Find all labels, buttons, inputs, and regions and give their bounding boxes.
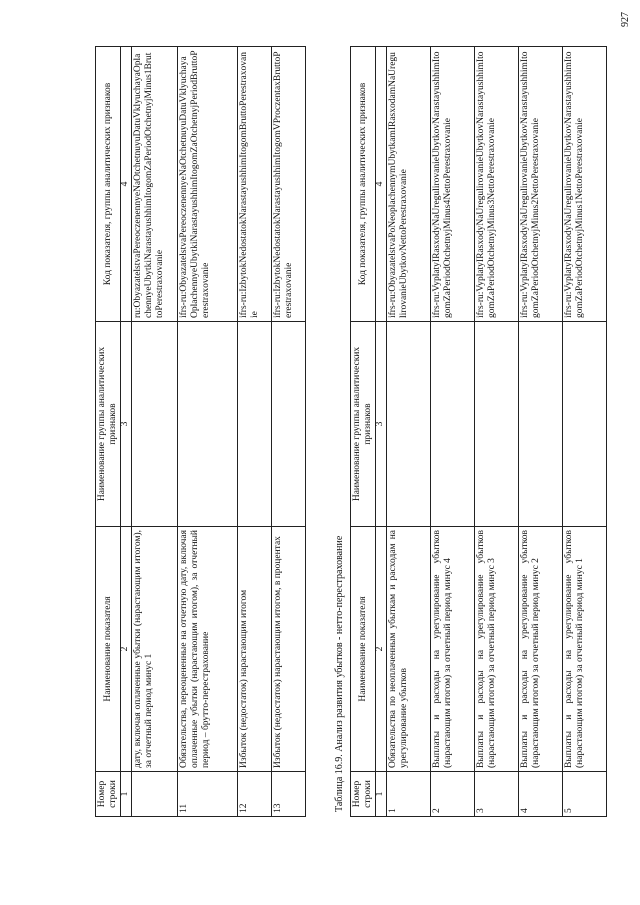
indicator-code: ifrs-ru:IzbytokNedostatokNarastayushhimItogomBruttoPerestraxovanie	[238, 47, 272, 322]
group-name	[475, 322, 519, 527]
row-number: 5	[563, 772, 607, 817]
table-row	[178, 47, 238, 817]
indicator-name: Выплаты и расходы на урегулирование убытков (нарастающим итогом) за отчетный период минус 2	[519, 527, 563, 772]
column-number: 1	[121, 772, 132, 817]
column-number-row	[121, 47, 132, 817]
indicator-name: Избыток (недостаток) нарастающим итогом	[238, 527, 272, 772]
indicator-name: Выплаты и расходы на урегулирование убытков (нарастающим итогом) за отчетный период минус 3	[475, 527, 519, 772]
indicator-name: Выплаты и расходы на урегулирование убытков (нарастающим итогом) за отчетный период минус 1	[563, 527, 607, 772]
header-name: Наименование показателя	[351, 527, 376, 772]
column-number: 2	[376, 527, 387, 772]
row-number: 2	[431, 772, 475, 817]
header-group: Наименование группы аналитических признаков	[96, 322, 121, 527]
header-code: Код показателя, группы аналитических признаков	[351, 47, 376, 322]
group-name	[387, 322, 431, 527]
table-row	[272, 47, 306, 817]
header-name: Наименование показателя	[96, 527, 121, 772]
table-16-8-continuation	[95, 46, 306, 817]
column-number: 3	[121, 322, 132, 527]
page-number: 927	[620, 12, 631, 27]
indicator-code: ifrs-ru:VyplatyIRasxodyNaUregulirovanieUbytkovNarastayushhimItogomZaPeriodOtchetnyjMinus3NettoPerestraxovanie	[475, 47, 519, 322]
table-header-row	[96, 47, 121, 817]
header-group: Наименование группы аналитических признаков	[351, 322, 376, 527]
column-number-row	[376, 47, 387, 817]
indicator-code: ifrs-ru:ObyazatelstvaPoNeoplachennymUbytkamIRasxodamNaUregulirovanieUbytkovNettoPerestraxovanie	[387, 47, 431, 322]
indicator-name: Выплаты и расходы на урегулирование убытков (нарастающим итогом) за отчетный период минус 4	[431, 527, 475, 772]
column-number: 1	[376, 772, 387, 817]
row-number: 11	[178, 772, 238, 817]
indicator-name: Обязательства по неоплаченным убыткам и расходам на урегулирование убытков	[387, 527, 431, 772]
table-row	[132, 47, 178, 817]
indicator-name: дату, включая оплаченные убытки (нарастающим итогом), за отчетный период минус 1	[132, 527, 178, 772]
header-num: Номер строки	[96, 772, 121, 817]
group-name	[563, 322, 607, 527]
indicator-name: Избыток (недостаток) нарастающим итогом, в процентах	[272, 527, 306, 772]
indicator-code: ifrs-ru:VyplatyIRasxodyNaUregulirovanieUbytkovNarastayushhimItogomZaPeriodOtchetnyjMinus2NettoPerestraxovanie	[519, 47, 563, 322]
table-row	[519, 47, 563, 817]
column-number: 2	[121, 527, 132, 772]
table-row	[238, 47, 272, 817]
table-caption: Таблица 16.9. Анализ развития убытков - нетто-перестрахование	[334, 535, 345, 812]
row-number: 12	[238, 772, 272, 817]
header-num: Номер строки	[351, 772, 376, 817]
row-number: 3	[475, 772, 519, 817]
column-number: 3	[376, 322, 387, 527]
indicator-code: ru:ObyazatelstvaPereoczenennyeNaOtchetnuyuDatuVklyuchayaOplachennyeUbytkiNarastayushhimItogomZaPeriodOtchetnyjMinus1BruttoPerestraxovanie	[132, 47, 178, 322]
table-row	[563, 47, 607, 817]
row-number	[132, 772, 178, 817]
table-header-row	[351, 47, 376, 817]
group-name	[272, 322, 306, 527]
column-number: 4	[376, 47, 387, 322]
table-row	[387, 47, 431, 817]
group-name	[431, 322, 475, 527]
indicator-code: ifrs-ru:VyplatyIRasxodyNaUregulirovanieUbytkovNarastayushhimItogomZaPeriodOtchetnyjMinus4NettoPerestraxovanie	[431, 47, 475, 322]
indicator-code: ifrs-ru:IzbytokNedostatokNarastayushhimItogomVProczentaxBruttoPerestraxovanie	[272, 47, 306, 322]
indicator-name: Обязательства, переоцененные на отчетную дату, включая оплаченные убытки (нарастающим итогом), за отчетный период – брутто-перестрахование	[178, 527, 238, 772]
header-code: Код показателя, группы аналитических признаков	[96, 47, 121, 322]
row-number: 4	[519, 772, 563, 817]
table-row	[431, 47, 475, 817]
row-number: 1	[387, 772, 431, 817]
group-name	[519, 322, 563, 527]
row-number: 13	[272, 772, 306, 817]
group-name	[238, 322, 272, 527]
group-name	[132, 322, 178, 527]
group-name	[178, 322, 238, 527]
indicator-code: ifrs-ru:VyplatyIRasxodyNaUregulirovanieUbytkovNarastayushhimItogomZaPeriodOtchetnyjMinus1NettoPerestraxovanie	[563, 47, 607, 322]
table-16-9	[350, 46, 607, 817]
column-number: 4	[121, 47, 132, 322]
table-row	[475, 47, 519, 817]
indicator-code: ifrs-ru:ObyazatelstvaPereoczenennyeNaOtchetnuyuDatuVklyuchayaOplachennyeUbytkiNarastayushhimItogomZaOtchetnyjPeriodBruttoPerestraxovanie	[178, 47, 238, 322]
